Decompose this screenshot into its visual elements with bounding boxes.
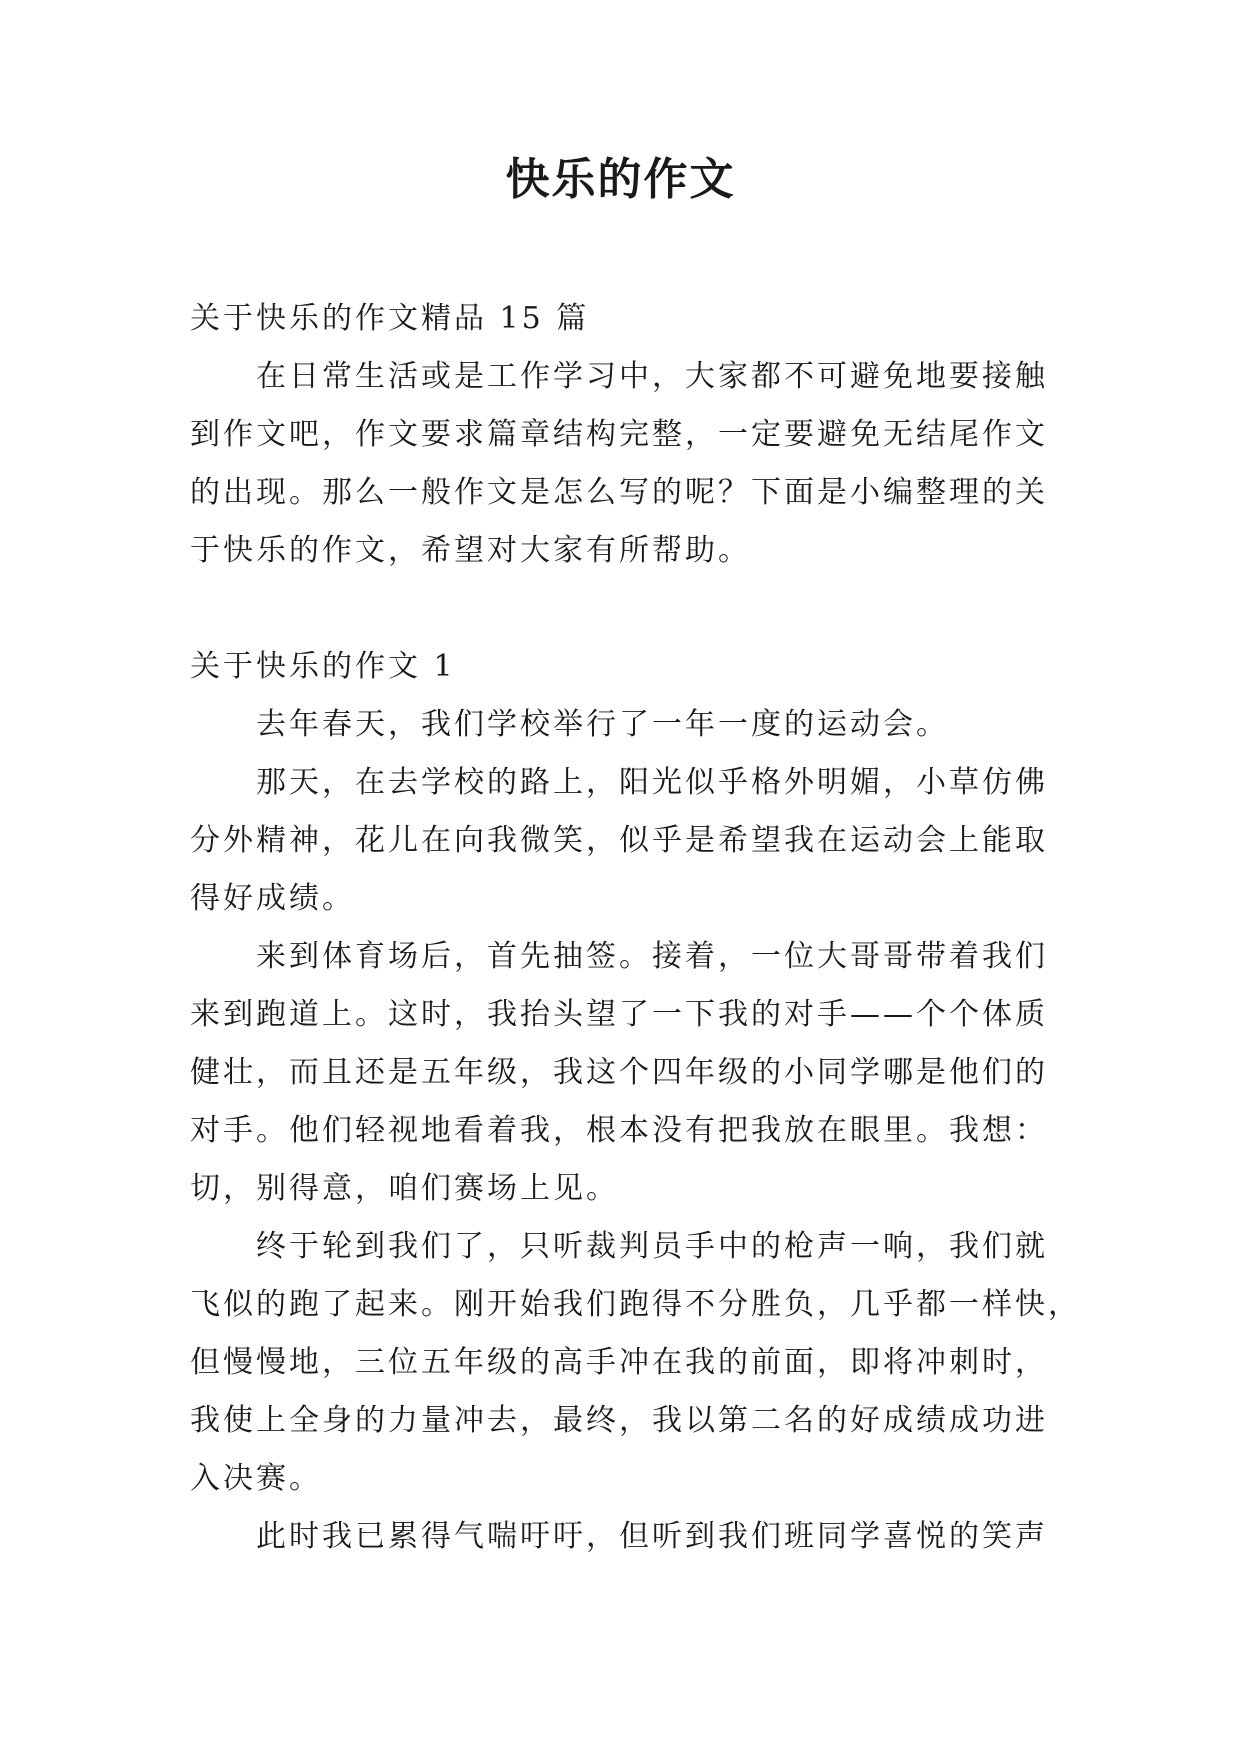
paragraph-line: 健壮，而且还是五年级，我这个四年级的小同学哪是他们的 (190, 1055, 1048, 1090)
blank-line (190, 580, 1060, 638)
paragraph-line: 那天，在去学校的路上，阳光似乎格外明媚，小草仿佛 (256, 765, 1048, 800)
paragraph-line: 终于轮到我们了，只听裁判员手中的枪声一响，我们就 (256, 1229, 1048, 1264)
paragraph (190, 1218, 1081, 1508)
paragraph-line: 来到体育场后，首先抽签。接着，一位大哥哥带着我们 (256, 939, 1048, 974)
intro-line: 的出现。那么一般作文是怎么写的呢？下面是小编整理的关 (190, 475, 1048, 510)
document-subtitle: 关于快乐的作文精品 15 篇 (190, 301, 590, 336)
page-title: 快乐的作文 (505, 154, 736, 205)
paragraph (190, 754, 1060, 928)
paragraph (190, 696, 1060, 754)
paragraph-line: 分外精神，花儿在向我微笑，似乎是希望我在运动会上能取 (190, 823, 1048, 858)
paragraph-line: 飞似的跑了起来。刚开始我们跑得不分胜负，几乎都一样快， (190, 1287, 1081, 1322)
paragraph-line: 去年春天，我们学校举行了一年一度的运动会。 (256, 707, 949, 742)
paragraph-line: 对手。他们轻视地看着我，根本没有把我放在眼里。我想： (190, 1113, 1048, 1148)
paragraph-line: 入决赛。 (190, 1461, 322, 1496)
document-body (190, 290, 1081, 1566)
paragraph-line: 但慢慢地，三位五年级的高手冲在我的前面，即将冲刺时， (190, 1345, 1048, 1380)
paragraph-line: 得好成绩。 (190, 881, 355, 916)
intro-line: 在日常生活或是工作学习中，大家都不可避免地要接触 (256, 359, 1048, 394)
paragraph-line: 切，别得意，咱们赛场上见。 (190, 1171, 619, 1206)
paragraph (190, 1508, 1060, 1566)
intro-line: 到作文吧，作文要求篇章结构完整，一定要避免无结尾作文 (190, 417, 1048, 452)
paragraph-line: 来到跑道上。这时，我抬头望了一下我的对手——个个体质 (190, 997, 1048, 1032)
intro-line: 于快乐的作文，希望对大家有所帮助。 (190, 533, 751, 568)
paragraph-line: 此时我已累得气喘吁吁，但听到我们班同学喜悦的笑声 (256, 1519, 1048, 1554)
paragraph-line: 我使上全身的力量冲去，最终，我以第二名的好成绩成功进 (190, 1403, 1048, 1438)
section-heading: 关于快乐的作文 1 (190, 649, 456, 684)
intro-paragraph (190, 348, 1060, 580)
paragraph (190, 928, 1060, 1218)
